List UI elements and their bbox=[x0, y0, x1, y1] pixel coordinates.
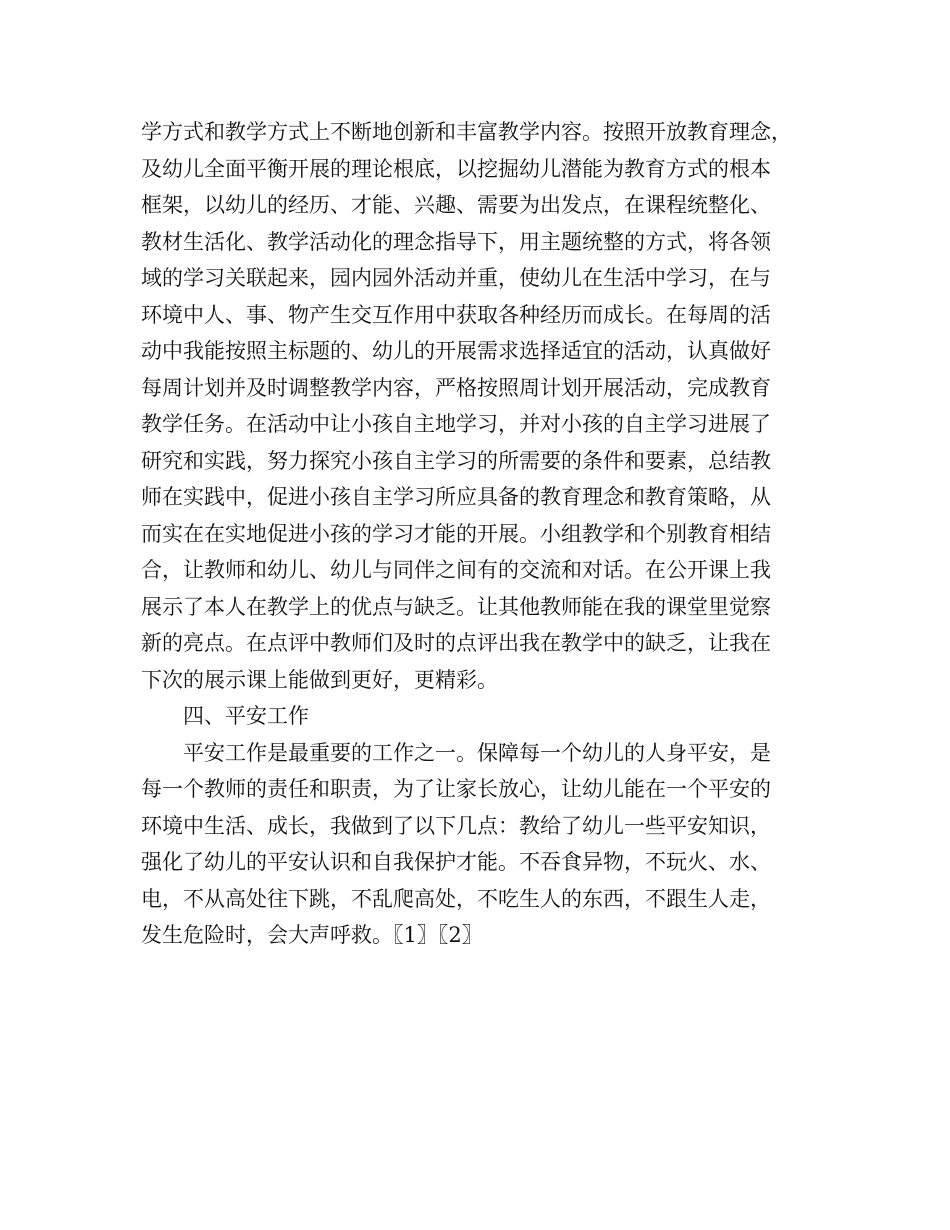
paragraph-line: 环境中生活、成长，我做到了以下几点：教给了幼儿一些平安知识， bbox=[141, 813, 771, 838]
paragraph-line: 动中我能按照主标题的、幼儿的开展需求选择适宜的活动，认真做好 bbox=[141, 339, 771, 363]
paragraph-line: 合，让教师和幼儿、幼儿与同伴之间有的交流和对话。在公开课上我 bbox=[141, 558, 771, 582]
paragraph-line: 电，不从高处往下跳，不乱爬高处，不吃生人的东西，不跟生人走， bbox=[141, 886, 771, 911]
paragraph-line: 展示了本人在教学上的优点与缺乏。让其他教师能在我的课堂里觉察 bbox=[141, 594, 771, 619]
paragraph-line: 教材生活化、教学活动化的理念指导下，用主题统整的方式，将各领 bbox=[141, 229, 771, 254]
paragraph-line: 框架，以幼儿的经历、才能、兴趣、需要为出发点，在课程统整化、 bbox=[141, 193, 771, 217]
paragraph-line: 新的亮点。在点评中教师们及时的点评出我在教学中的缺乏，让我在 bbox=[141, 631, 771, 655]
paragraph-line: 研究和实践，努力探究小孩自主学习的所需要的条件和要素，总结教 bbox=[141, 448, 771, 473]
paragraph-line: 每周计划并及时调整教学内容，严格按照周计划开展活动，完成教育 bbox=[141, 375, 771, 400]
paragraph-line: 学方式和教学方式上不断地创新和丰富教学内容。按照开放教育理念， bbox=[141, 120, 792, 144]
paragraph-line: 平安工作是最重要的工作之一。保障每一个幼儿的人身平安，是 bbox=[183, 740, 771, 765]
paragraph-line: 教学任务。在活动中让小孩自主地学习，并对小孩的自主学习进展了 bbox=[141, 412, 771, 436]
section-heading: 四、平安工作 bbox=[183, 704, 309, 728]
paragraph-line: 师在实践中，促进小孩自主学习所应具备的教育理念和教育策略，从 bbox=[141, 485, 771, 509]
paragraph-line: 强化了幼儿的平安认识和自我保护才能。不吞食异物，不玩火、水、 bbox=[141, 850, 771, 874]
paragraph-line: 发生危险时，会大声呼救。〖1〗〖2〗 bbox=[141, 923, 483, 947]
paragraph-line: 而实在在实地促进小孩的学习才能的开展。小组教学和个别教育相结 bbox=[141, 521, 771, 546]
paragraph-line: 每一个教师的责任和职责，为了让家长放心，让幼儿能在一个平安的 bbox=[141, 777, 771, 801]
paragraph-line: 域的学习关联起来，园内园外活动并重，使幼儿在生活中学习，在与 bbox=[141, 266, 771, 290]
document-body bbox=[141, 114, 841, 954]
paragraph-line: 环境中人、事、物产生交互作用中获取各种经历而成长。在每周的活 bbox=[141, 302, 771, 327]
paragraph-line: 下次的展示课上能做到更好，更精彩。 bbox=[141, 667, 498, 692]
paragraph-line: 及幼儿全面平衡开展的理论根底，以挖掘幼儿潜能为教育方式的根本 bbox=[141, 156, 771, 181]
